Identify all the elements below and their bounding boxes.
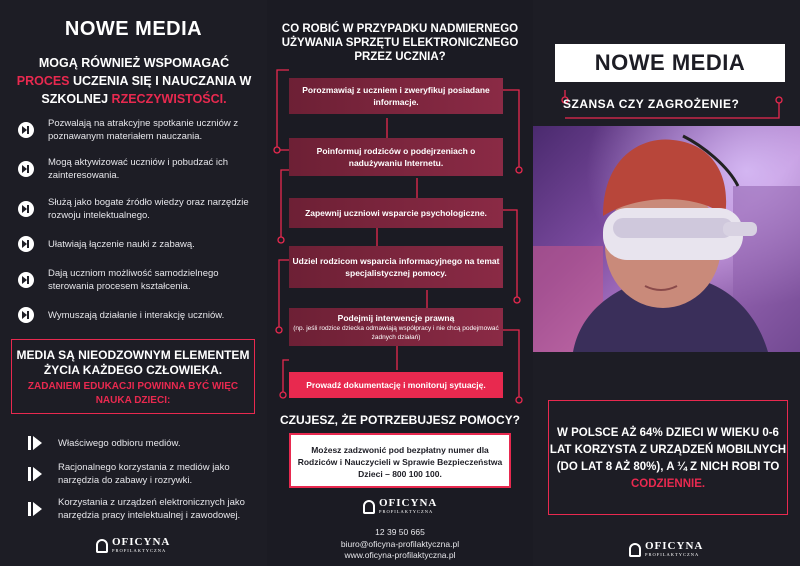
step-1 (289, 78, 503, 114)
right-panel (533, 0, 800, 566)
panel2-title: CO ROBIĆ W PRZYPADKU NADMIERNEGO UŻYWANIA SPRZĘTU ELEKTRONICZNEGO PRZEZ UCZNIA? (281, 23, 519, 63)
benefits-list (18, 112, 258, 330)
panel1-title: NOWE MEDIA (64, 18, 203, 40)
box-heading: MEDIA SĄ NIEODZOWNYM ELEMENTEM ŻYCIA KAŻDEGO CZŁOWIEKA. (16, 348, 250, 377)
left-panel (0, 0, 267, 566)
logo-text (645, 541, 703, 558)
subtitle-accent: RZECZYWISTOŚCI. (111, 92, 227, 106)
logo-mark-icon (363, 500, 375, 514)
phone-number: 12 39 50 665 (375, 527, 425, 537)
skip-forward-icon (18, 201, 34, 217)
list-item (18, 190, 258, 228)
logo-text (112, 537, 170, 554)
contact-info (267, 527, 533, 562)
step-text: Prowadź dokumentację i monitoruj sytuację. (306, 380, 486, 390)
panel1-subtitle (14, 54, 254, 108)
oficyna-logo (363, 498, 437, 515)
step-text: Udziel rodzicom wsparcia informacyjnego na temat specjalistycznej pomocy. (292, 256, 500, 278)
education-text: Racjonalnego korzystania z mediów jako narzędzia do zabawy i rozrywki. (58, 462, 230, 486)
helpline-box: Możesz zadzwonić pod bezpłatny numer dla Rodziców i Nauczycieli w Sprawie Bezpieczeństwa Dzieci – 800 100 100. (289, 433, 511, 488)
box-subheading: ZADANIEM EDUKACJI POWINNA BYĆ WIĘC NAUKA DZIECI: (27, 381, 239, 406)
logo-name: OFICYNA (379, 497, 438, 509)
skip-forward-icon (18, 122, 34, 138)
benefit-text: Pozwalają na atrakcyjne spotkanie uczniów z poznawanym materiałem nauczania. (48, 118, 239, 142)
stat-text: W POLSCE AŻ 64% DZIECI W WIEKU 0-6 LAT KORZYSTA Z URZĄDZEŃ MOBILNYCH (DO LAT 8 AŻ 80%), A ¼ Z NICH ROBI TO (549, 427, 787, 473)
list-item (18, 148, 258, 190)
education-text: Korzystania z urządzeń elektronicznych jako narzędzia pracy intelektualnej i zawodowej. (58, 497, 245, 521)
list-item (28, 456, 253, 492)
vr-child-photo (533, 126, 800, 352)
vr-headset-illustration (533, 126, 800, 352)
education-list (28, 430, 253, 526)
logo-name: OFICYNA (645, 540, 704, 552)
help-question: CZUJESZ, ŻE POTRZEBUJESZ POMOCY? (279, 413, 521, 427)
oficyna-logo (629, 541, 703, 558)
step-text: Porozmawiaj z uczniem i zweryfikuj posiadane informacje. (302, 85, 490, 107)
step-note: (np. jeśli rodzice dziecka odmawiają współpracy i nie chcą podejmować żadnych działań) (293, 325, 499, 341)
panel3-subtitle: SZANSA CZY ZAGROŻENIE? (563, 97, 740, 111)
step-text: Podejmij interwencje prawną (337, 313, 455, 323)
oficyna-logo (96, 537, 170, 554)
step-4 (289, 246, 503, 288)
play-pause-icon (28, 502, 42, 516)
step-5 (289, 308, 503, 346)
email-address[interactable]: biuro@oficyna-profilaktyczna.pl (340, 538, 460, 549)
step-6 (289, 372, 503, 398)
step-text: Zapewnij uczniowi wsparcie psychologiczne. (305, 208, 487, 218)
logo-sub: PROFILAKTYCZNA (379, 509, 434, 514)
step-3 (289, 198, 503, 228)
play-pause-icon (28, 467, 42, 481)
stat-accent: CODZIENNIE. (630, 478, 706, 490)
benefit-text: Dają uczniom możliwość samodzielnego sterowania procesem kształcenia. (48, 268, 219, 292)
logo-mark-icon (96, 539, 108, 553)
logo-name: OFICYNA (112, 536, 171, 548)
education-text: Właściwego odbioru mediów. (58, 437, 181, 449)
list-item (18, 228, 258, 260)
list-item (18, 260, 258, 300)
list-item (18, 300, 258, 330)
subtitle-part: MOGĄ RÓWNIEŻ WSPOMAGAĆ (38, 56, 230, 70)
list-item (18, 112, 258, 148)
step-text: Poinformuj rodziców o podejrzeniach o nadużywaniu Internetu. (316, 146, 476, 168)
panel3-title: NOWE MEDIA (555, 44, 785, 82)
list-item (28, 492, 253, 526)
list-item (28, 430, 253, 456)
skip-forward-icon (18, 236, 34, 252)
skip-forward-icon (18, 272, 34, 288)
subtitle-part: UCZENIA SIĘ I NAUCZANIA W SZKOLNEJ (41, 74, 252, 106)
skip-forward-icon (18, 161, 34, 177)
logo-sub: PROFILAKTYCZNA (112, 548, 167, 553)
benefit-text: Wymuszają działanie i interakcję uczniów. (48, 309, 225, 321)
step-2 (289, 138, 503, 176)
subtitle-accent: PROCES (16, 74, 70, 88)
play-pause-icon (28, 436, 42, 450)
benefit-text: Ułatwiają łączenie nauki z zabawą. (48, 238, 195, 250)
logo-sub: PROFILAKTYCZNA (645, 552, 700, 557)
logo-text (379, 498, 437, 515)
skip-forward-icon (18, 307, 34, 323)
media-essential-box (11, 339, 255, 414)
logo-mark-icon (629, 543, 641, 557)
benefit-text: Służą jako bogate źródło wiedzy oraz narzędzie rozwoju intelektualnego. (48, 197, 249, 221)
website-link[interactable]: www.oficyna-profilaktyczna.pl (344, 550, 456, 560)
benefit-text: Mogą aktywizować uczniów i pobudzać ich zainteresowania. (48, 157, 229, 181)
middle-panel (267, 0, 533, 566)
statistics-box (548, 400, 788, 515)
